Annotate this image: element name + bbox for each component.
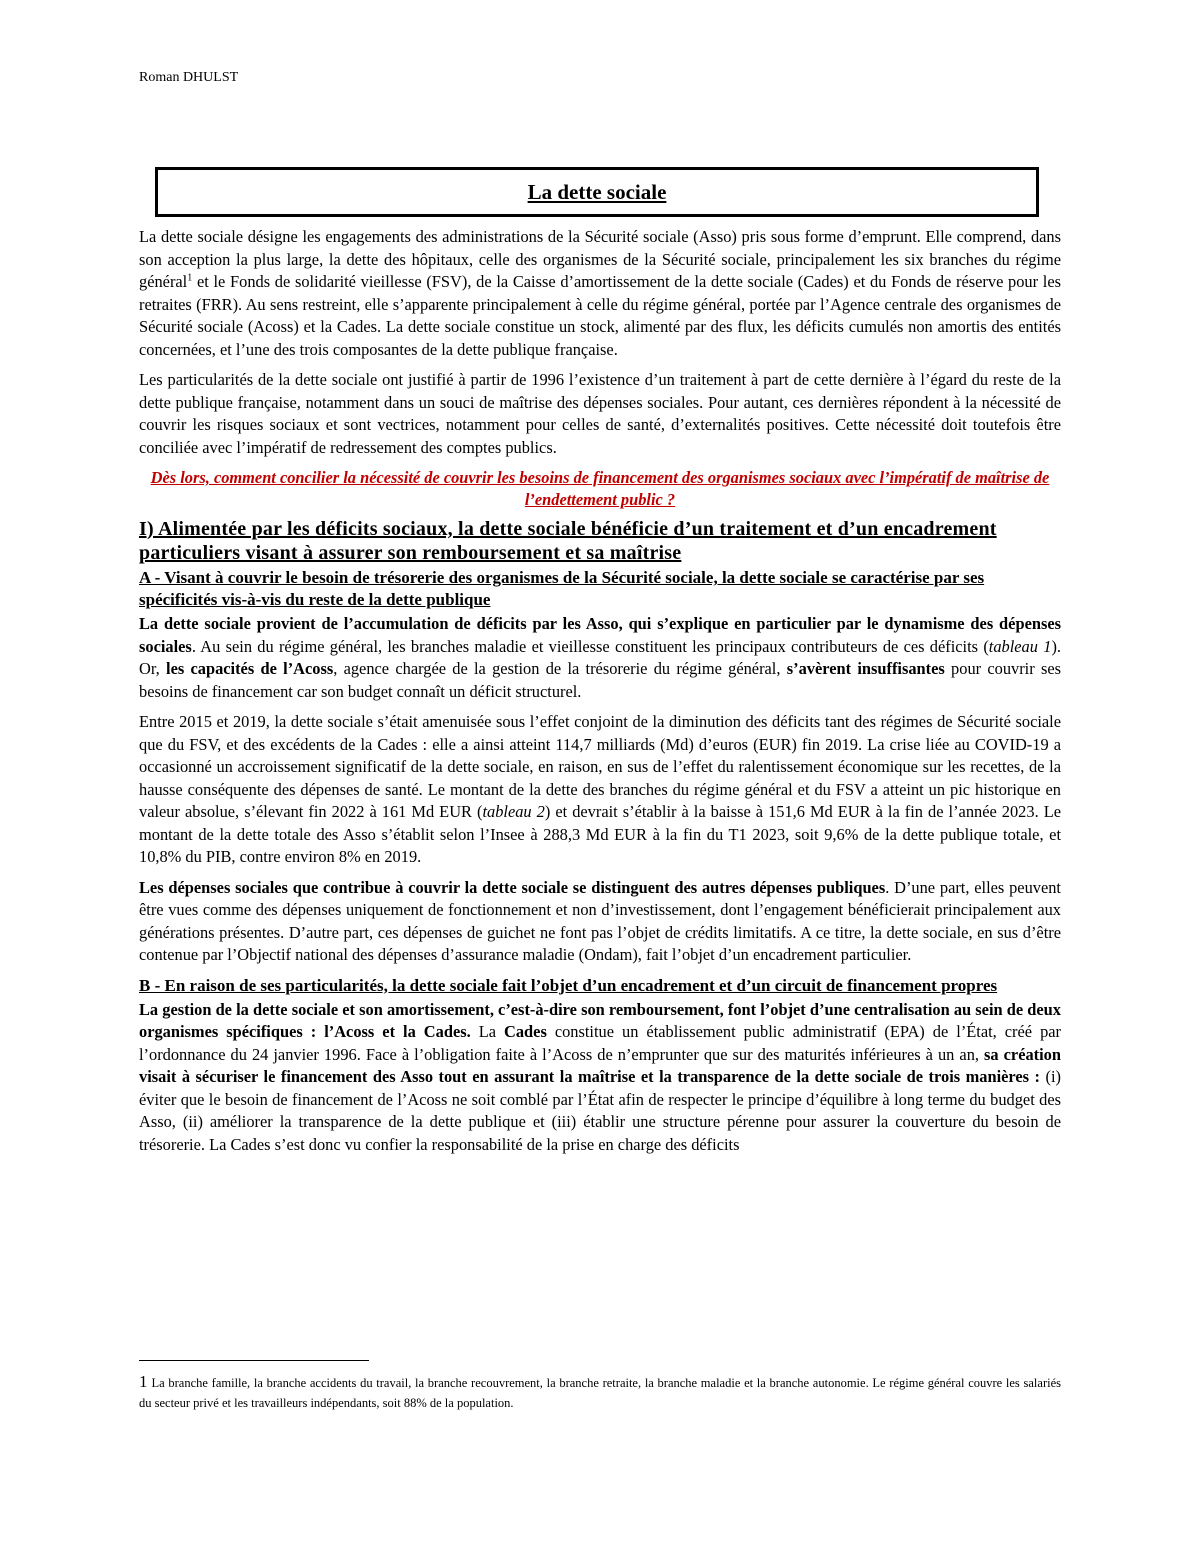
a-p1-text-a: . Au sein du régime général, les branches maladie et vieillesse constituent les principaux contributeurs de ces déficits ( — [191, 636, 989, 656]
footnote-separator — [139, 1360, 369, 1361]
intro-p1-text: La dette sociale désigne les engagements des administrations de la Sécurité sociale (Asso) pris sous forme d’emprunt. Elle comprend, dans son acception la plus large, la dette des hôpitaux, celle des organismes de la Sécurité sociale, principalement les six branches du régime général — [139, 227, 1061, 291]
footnote — [139, 1372, 1061, 1413]
b-p1-text-a: La — [470, 1022, 505, 1041]
a-p2-text-a: Entre 2015 et 2019, la dette sociale s’était amenuisée sous l’effet conjoint de la diminution des déficits tant des régimes de Sécurité sociale que du FSV, et des excédents de la Cades : elle a ainsi atteint 114,7 milliards (Md) d’euros (EUR) fin 2019. La crise liée au COVID-19 a occasionné un accroissement significatif de la dette sociale, en raison, en sus de l’effet du ralentissement économique sur les recettes, de la hausse conséquente des dépenses de santé. Le montant de la dette des branches du régime général et du FSV a atteint un pic historique en valeur absolue, s’élevant fin 2022 à 161 Md EUR ( — [139, 712, 1061, 821]
a-p2-italic: tableau 2 — [482, 802, 545, 821]
a-p1-bold: La dette sociale provient de l’accumulation de déficits par les Asso, qui s’explique en particulier par le dynamisme des dépenses sociales — [139, 614, 1061, 656]
b-p1-text-c: (i) éviter que le besoin de financement de l’Acoss ne soit comblé par l’État afin de respecter le principe d’équilibre à long terme du budget des Asso, (ii) améliorer la transparence de la dette publique et (iii) établir une structure pérenne pour assurer la couverture du besoin de trésorerie. La Cades s’est donc vu confier la responsabilité de la prise en charge des déficits — [139, 1067, 1061, 1154]
footnote-text: La branche famille, la branche accidents du travail, la branche recouvrement, la branche retraite, la branche maladie et la branche autonomie. Le régime général couvre les salariés du secteur privé et les travailleurs indépendants, soit 88% de la population. — [139, 1376, 1061, 1410]
intro-p1-rest: et le Fonds de solidarité vieillesse (FSV), de la Caisse d’amortissement de la dette sociale (Cades) et du Fonds de réserve pour les retraites (FRR). Au sens restreint, elle s’apparente principalement à celle du régime général, portée par l’Agence centrale des organismes de Sécurité sociale (Acoss) et la Cades. La dette sociale constitue un stock, alimenté par des flux, les déficits cumulés non amortis des entités concernées, et l’une des trois composantes de la dette publique française. — [139, 272, 1061, 359]
a-p3-text: . D’une part, elles peuvent être vues comme des dépenses uniquement de fonctionnement et non d’investissement, dont l’engagement bénéficierait principalement aux générations présentes. D’autre part, ces dépenses de guichet ne font pas l’objet de crédits limitatifs. A ce titre, la dette sociale, en sus d’être contenue par l’Objectif national des dépenses d’assurance maladie (Ondam), fait l’objet d’un encadrement particulier. — [139, 877, 1061, 964]
a-p1-text-c: , agence chargée de la gestion de la trésorerie du régime général, — [333, 659, 787, 678]
a-p1-italic: tableau 1 — [988, 636, 1052, 656]
subsection-b-paragraph-1 — [139, 999, 1061, 1157]
intro-paragraph-1 — [139, 226, 1061, 361]
author-header: Roman DHULST — [139, 70, 239, 85]
title-box — [155, 167, 1039, 217]
a-p1-bold-2: les capacités de l’Acoss — [166, 659, 334, 678]
subsection-a-paragraph-1 — [139, 613, 1061, 703]
a-p1-bold-3: s’avèrent insuffisantes — [786, 659, 945, 678]
subsection-a-paragraph-3 — [139, 877, 1061, 967]
a-p1-text-d: pour couvrir ses besoins de financement car son budget connaît un déficit structurel. — [139, 659, 1061, 701]
a-p1-text-b: ). Or, — [139, 636, 1061, 678]
footnote-number: 1 — [139, 1372, 148, 1391]
b-p1-bold-3: sa création visait à sécuriser le financement des Asso tout en assurant la maîtrise et la transparence de la dette sociale de trois manières : — [139, 1044, 1061, 1086]
subsection-a-paragraph-2 — [139, 711, 1061, 869]
problematic-question: Dès lors, comment concilier la nécessité de couvrir les besoins de financement des organismes sociaux avec l’impératif de maîtrise de l’endettement public ? — [150, 468, 1050, 509]
document-title: La dette sociale — [527, 179, 667, 204]
document-body — [139, 226, 1061, 1164]
footnote-ref: 1 — [187, 272, 193, 284]
a-p2-text-b: ) et devrait s’établir à la baisse à 151,6 Md EUR à la fin de l’année 2023. Le montant de la dette totale des Asso s’établit selon l’Insee à 288,3 Md EUR à la fin du T1 2023, soit 9,6% de la dette publique totale, et 10,8% du PIB, contre environ 8% en 2019. — [139, 802, 1061, 866]
section-1-heading: I) Alimentée par les déficits sociaux, la dette sociale bénéficie d’un traitement et d’un encadrement particuliers visant à assurer son remboursement et sa maîtrise — [139, 518, 997, 564]
b-p1-bold-2: Cades — [504, 1022, 547, 1041]
subsection-b-heading: B - En raison de ses particularités, la dette sociale fait l’objet d’un encadrement et d’un circuit de financement propres — [139, 975, 998, 995]
b-p1-bold: La gestion de la dette sociale et son amortissement, c’est-à-dire son remboursement, font l’objet d’une centralisation au sein de deux organismes spécifiques : l’Acoss et la Cades. — [139, 999, 1061, 1041]
a-p3-bold: Les dépenses sociales que contribue à couvrir la dette sociale se distinguent des autres dépenses publiques — [139, 877, 886, 897]
subsection-a-heading: A - Visant à couvrir le besoin de trésorerie des organismes de la Sécurité sociale, la dette sociale se caractérise par ses spécificités vis-à-vis du reste de la dette publique — [139, 568, 985, 609]
intro-paragraph-2: Les particularités de la dette sociale ont justifié à partir de 1996 l’existence d’un traitement à part de cette dernière à l’égard du reste de la dette publique française, notamment dans un souci de maîtrise des dépenses sociales. Pour autant, ces dernières répondent à la nécessité de couvrir les risques sociaux et sont vectrices, notamment pour celles de santé, d’externalités positives. Cette nécessité doit toutefois être conciliée avec l’impératif de redressement des comptes publics. — [139, 370, 1061, 457]
b-p1-text-b: constitue un établissement public administratif (EPA) de l’État, créé par l’ordonnance du 24 janvier 1996. Face à l’obligation faite à l’Acoss de n’emprunter que sur des maturités inférieures à un an, — [139, 1022, 1061, 1064]
